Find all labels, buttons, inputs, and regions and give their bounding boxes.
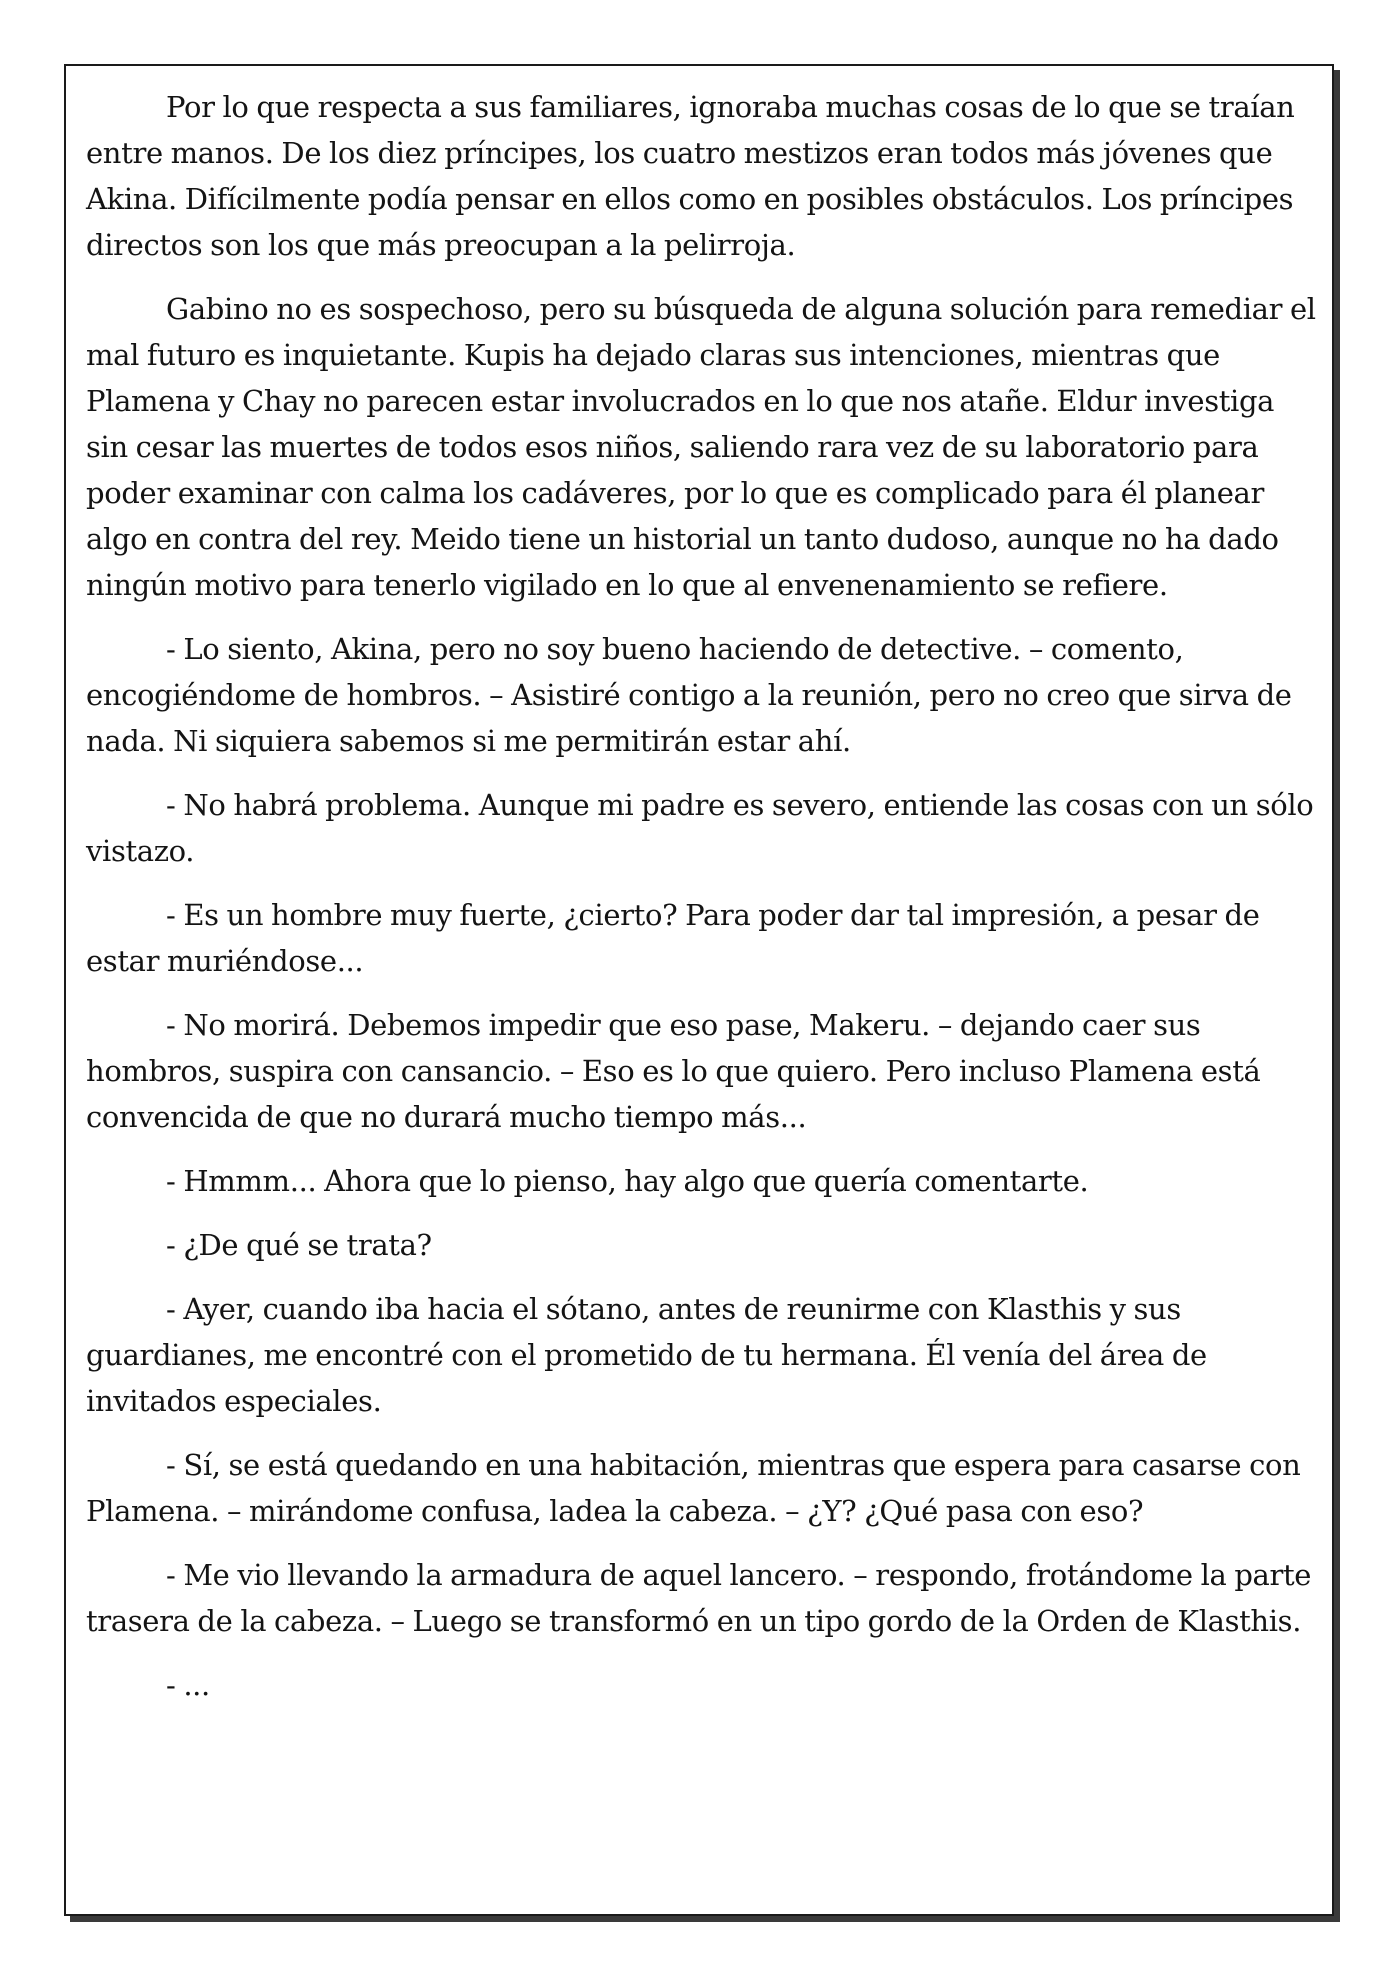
dialogue-line: - Ayer, cuando iba hacia el sótano, antes de reunirme con Klasthis y sus guardianes, me encontré con el prometido de tu hermana. Él venía del área de invitados especiales. bbox=[86, 1292, 1207, 1418]
dialogue-line: - No habrá problema. Aunque mi padre es severo, entiende las cosas con un sólo vistazo. bbox=[86, 788, 1314, 868]
text-body bbox=[86, 84, 1316, 1726]
dialogue-line: - ¿De qué se trata? bbox=[166, 1228, 432, 1262]
dialogue-line: - Sí, se está quedando en una habitación, mientras que espera para casarse con Plamena. – mirándome confusa, ladea la cabeza. – ¿Y? ¿Qué pasa con eso? bbox=[86, 1448, 1301, 1528]
dialogue-line: - Hmmm... Ahora que lo pienso, hay algo que quería comentarte. bbox=[166, 1164, 1089, 1198]
paragraph: Gabino no es sospechoso, pero su búsqueda de alguna solución para remediar el mal futuro es inquietante. Kupis ha dejado claras sus intenciones, mientras que Plamena y Chay no parecen estar involucrados en lo que nos atañe. Eldur investiga sin cesar las muertes de todos esos niños, saliendo rara vez de su laboratorio para poder examinar con calma los cadáveres, por lo que es complicado para él planear algo en contra del rey. Meido tiene un historial un tanto dudoso, aunque no ha dado ningún motivo para tenerlo vigilado en lo que al envenenamiento se refiere. bbox=[86, 292, 1316, 602]
page-frame bbox=[64, 64, 1334, 1916]
paragraph: Por lo que respecta a sus familiares, ignoraba muchas cosas de lo que se traían entre manos. De los diez príncipes, los cuatro mestizos eran todos más jóvenes que Akina. Difícilmente podía pensar en ellos como en posibles obstáculos. Los príncipes directos son los que más preocupan a la pelirroja. bbox=[86, 90, 1295, 262]
dialogue-line: - Me vio llevando la armadura de aquel lancero. – respondo, frotándome la parte trasera de la cabeza. – Luego se transformó en un tipo gordo de la Orden de Klasthis. bbox=[86, 1558, 1312, 1638]
dialogue-line: - ... bbox=[166, 1668, 210, 1702]
dialogue-line: - No morirá. Debemos impedir que eso pase, Makeru. – dejando caer sus hombros, suspira con cansancio. – Eso es lo que quiero. Pero incluso Plamena está convencida de que no durará mucho tiempo más... bbox=[86, 1008, 1261, 1134]
dialogue-line: - Es un hombre muy fuerte, ¿cierto? Para poder dar tal impresión, a pesar de estar muriéndose... bbox=[86, 898, 1260, 978]
dialogue-line: - Lo siento, Akina, pero no soy bueno haciendo de detective. – comento, encogiéndome de hombros. – Asistiré contigo a la reunión, pero no creo que sirva de nada. Ni siquiera sabemos si me permitirán estar ahí. bbox=[86, 632, 1292, 758]
